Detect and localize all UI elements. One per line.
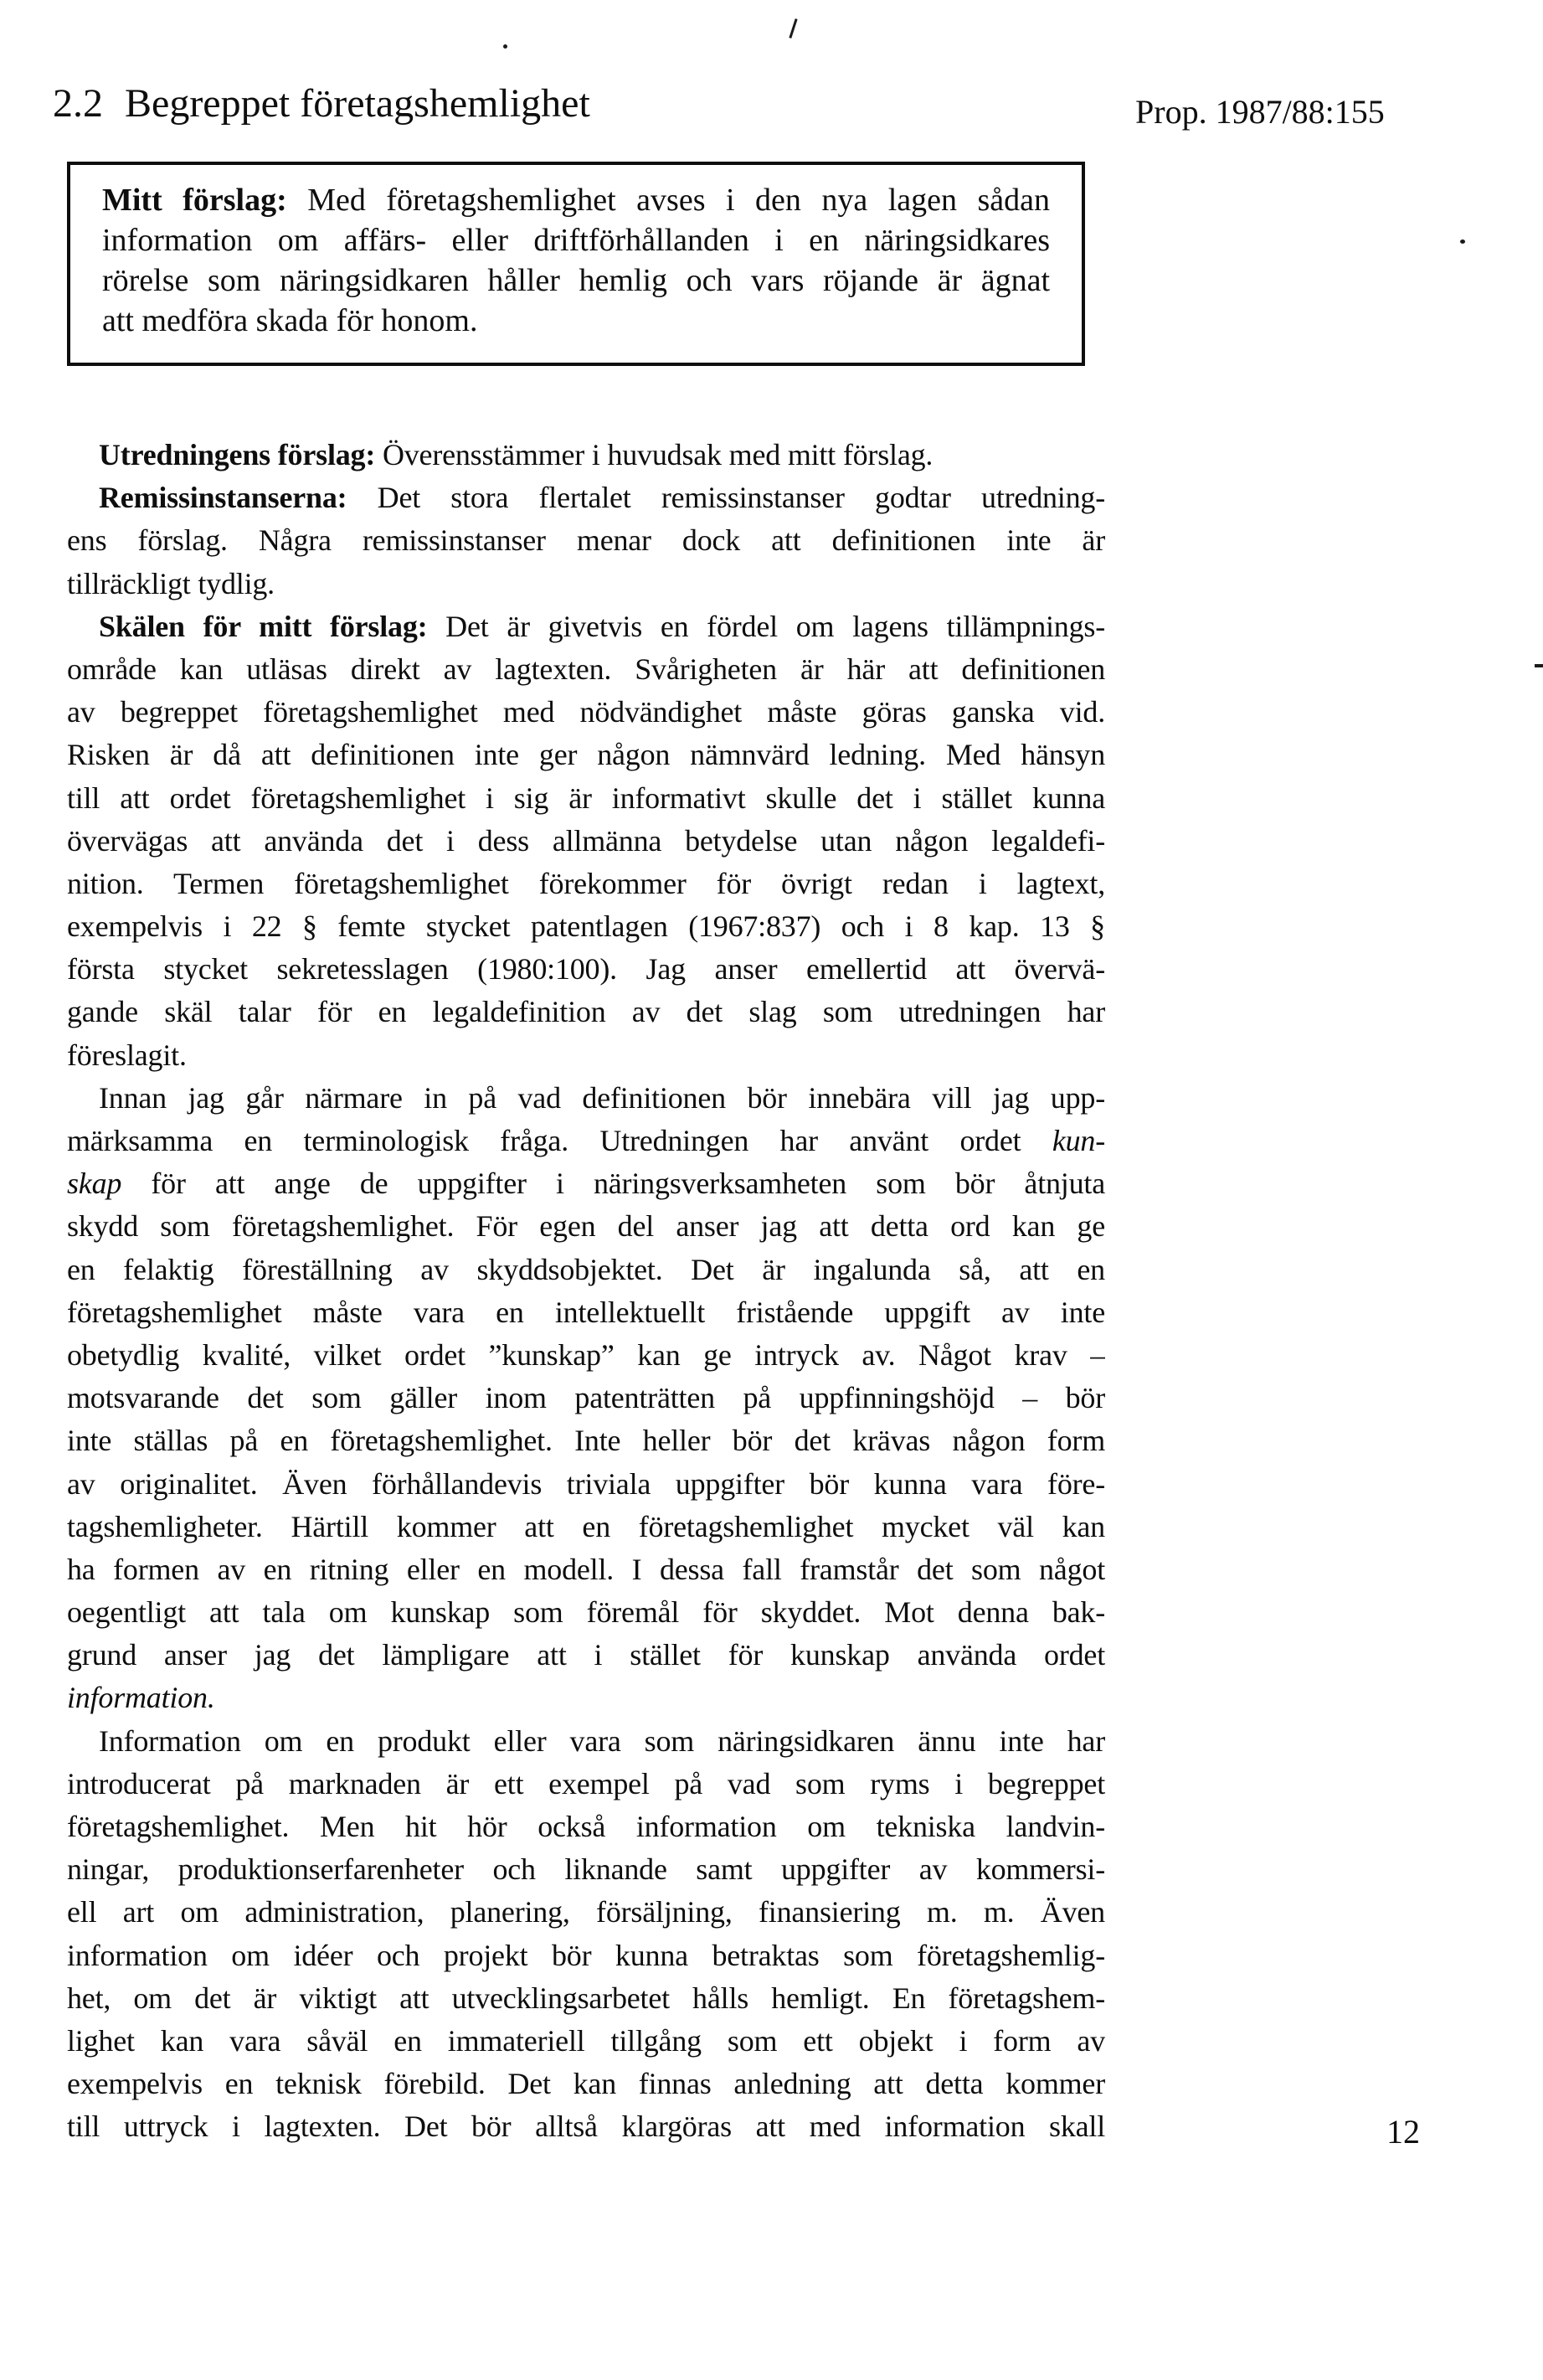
emphasis-text: skap [67,1167,122,1201]
text-line [67,1934,1105,1977]
run-text: grund anser jag det lämpligare att i stället för kunskap använda ordet [67,1638,1105,1672]
text-line [67,2063,1105,2105]
text-line [67,2105,1105,2148]
text-line [67,1763,1105,1806]
text-line [67,1077,1105,1120]
text-line [67,1334,1105,1377]
text-line [67,1720,1105,1763]
section-number: 2.2 [53,81,103,126]
run-text: en felaktig föreställning av skyddsobjektet. Det är ingalunda så, att en [67,1252,1105,1286]
run-text: Det stora flertalet remissinstanser godtar utredning- [347,481,1105,515]
text-line [67,1419,1105,1462]
run-text: oegentligt att tala om kunskap som föremål för skyddet. Mot denna bak- [67,1595,1105,1630]
scan-artifact [789,18,797,39]
section-heading [53,82,590,126]
text-line [67,1249,1105,1291]
text-line [67,434,1105,477]
run-text: Med företagshemlighet avses i den nya lagen sådan [286,183,1050,218]
text-line [67,1291,1105,1334]
run-text: nition. Termen företagshemlighet förekommer för övrigt redan i lagtext, [67,866,1105,900]
paragraph [67,1720,1105,2149]
run-text: till att ordet företagshemlighet i sig är informativt skulle det i stället kunna [67,780,1105,815]
run-text: inte ställas på en företagshemlighet. Inte heller bör det krävas någon form [67,1424,1105,1458]
run-text: motsvarande det som gäller inom patenträtten på uppfinningshöjd – bör [67,1381,1105,1415]
text-line [102,301,1050,341]
text-line [67,648,1105,691]
run-text: Information om en produkt eller vara som näringsidkaren ännu inte har [99,1723,1105,1758]
scan-artifact [503,44,507,49]
paragraph [67,434,1105,477]
run-text: område kan utläsas direkt av lagtexten. Svårigheten är här att definitionen [67,652,1105,686]
text-line [67,2020,1105,2063]
run-text: för att ange de uppgifter i näringsverksamheten som bör åtnjuta [121,1167,1105,1201]
text-line [67,863,1105,905]
text-line [67,1162,1105,1205]
section-title: Begreppet företagshemlighet [125,81,590,126]
run-text: lighet kan vara såväl en immateriell tillgång som ett objekt i form av [67,2023,1105,2058]
emphasis-text: kun- [1052,1124,1105,1157]
run-text: introducerat på marknaden är ett exempel på vad som ryms i begreppet [67,1766,1105,1800]
run-text: Risken är då att definitionen inte ger någon nämnvärd ledning. Med hänsyn [67,738,1105,772]
scan-artifact [1535,664,1543,667]
text-line [67,691,1105,734]
run-text: ell art om administration, planering, försäljning, finansiering m. m. Även [67,1895,1105,1929]
text-line [67,1591,1105,1634]
text-line [67,820,1105,863]
run-text: av begreppet företagshemlighet med nödvändighet måste göras ganska vid. [67,695,1105,729]
run-text: Överensstämmer i huvudsak med mitt förslag. [375,438,934,471]
text-line [67,1806,1105,1848]
run-text: övervägas att använda det i dess allmänna betydelse utan någon legaldefi- [67,823,1105,858]
lead-in-bold: Skälen för mitt förslag: [99,609,428,643]
emphasis-text: information. [67,1681,215,1715]
text-line [67,1848,1105,1891]
run-text: tagshemligheter. Härtill kommer att en företagshemlighet mycket väl kan [67,1509,1105,1543]
text-line [67,734,1105,776]
run-text: första stycket sekretesslagen (1980:100). Jag anser emellertid att övervä- [67,952,1105,987]
lead-in-bold: Utredningens förslag: [99,438,376,471]
text-line [67,1034,1105,1077]
run-text: att medföra skada för honom. [102,303,478,338]
text-line [67,777,1105,820]
text-line [67,948,1105,991]
run-text: Innan jag går närmare in på vad definitionen bör innebära vill jag upp- [99,1080,1105,1115]
text-line [67,1120,1105,1162]
run-text: exempelvis en teknisk förebild. Det kan finnas anledning att detta kommer [67,2067,1105,2101]
run-text: exempelvis i 22 § femte stycket patentlagen (1967:837) och i 8 kap. 13 § [67,909,1105,944]
paragraph [67,1077,1105,1720]
run-text: skydd som företagshemlighet. För egen del anser jag att detta ord kan ge [67,1209,1105,1244]
text-line [67,605,1105,648]
run-text: information om idéer och projekt bör kunna betraktas som företagshemlig- [67,1938,1105,1972]
text-line [67,563,1105,605]
lead-in-bold: Remissinstanserna: [99,481,347,515]
text-line [67,1634,1105,1677]
run-text: obetydlig kvalité, vilket ordet ”kunskap” kan ge intryck av. Något krav – [67,1337,1105,1372]
run-text: märksamma en terminologisk fråga. Utredningen har använt ordet [67,1124,1052,1157]
page-number: 12 [1386,2113,1420,2151]
text-line [67,477,1105,519]
body-text [67,434,1105,2149]
text-line [67,1205,1105,1248]
run-text: gande skäl talar för en legaldefinition av det slag som utredningen har [67,995,1105,1029]
proposal-box [67,162,1085,366]
run-text: Det är givetvis en fördel om lagens tillämpnings- [427,609,1105,643]
run-text: föreslagit. [67,1038,187,1072]
text-line [67,991,1105,1033]
text-line [67,905,1105,948]
lead-in-bold: Mitt förslag: [102,183,287,218]
paragraph [67,477,1105,605]
text-line [102,260,1050,301]
text-line [67,1377,1105,1419]
run-text: information om affärs- eller driftförhållanden i en näringsidkares [102,223,1050,258]
run-text: rörelse som näringsidkaren håller hemlig och vars röjande är ägnat [102,263,1050,298]
run-text: ningar, produktionserfarenheter och liknande samt uppgifter av kommersi- [67,1852,1105,1887]
text-line [67,1677,1105,1719]
run-text: av originalitet. Även förhållandevis triviala uppgifter bör kunna vara före- [67,1466,1105,1501]
text-line [102,180,1050,220]
text-line [67,1506,1105,1548]
text-line [67,1891,1105,1934]
run-text: företagshemlighet måste vara en intellektuellt fristående uppgift av inte [67,1295,1105,1329]
run-text: het, om det är viktigt att utvecklingsarbetet hålls hemligt. En företagshem- [67,1981,1105,2015]
run-text: ens förslag. Några remissinstanser menar dock att definitionen inte är [67,523,1105,558]
text-line [67,1977,1105,2020]
run-text: företagshemlighet. Men hit hör också information om tekniska landvin- [67,1810,1105,1843]
text-line [102,220,1050,260]
document-reference: Prop. 1987/88:155 [1135,93,1385,131]
scan-artifact [1460,240,1465,244]
run-text: ha formen av en ritning eller en modell. I dessa fall framstår det som något [67,1552,1105,1586]
text-line [67,1463,1105,1506]
text-line [67,519,1105,562]
run-text: tillräckligt tydlig. [67,566,275,600]
run-text: till uttryck i lagtexten. Det bör alltså klargöras att med information skall [67,2110,1105,2144]
paragraph [67,605,1105,1077]
text-line [67,1548,1105,1591]
